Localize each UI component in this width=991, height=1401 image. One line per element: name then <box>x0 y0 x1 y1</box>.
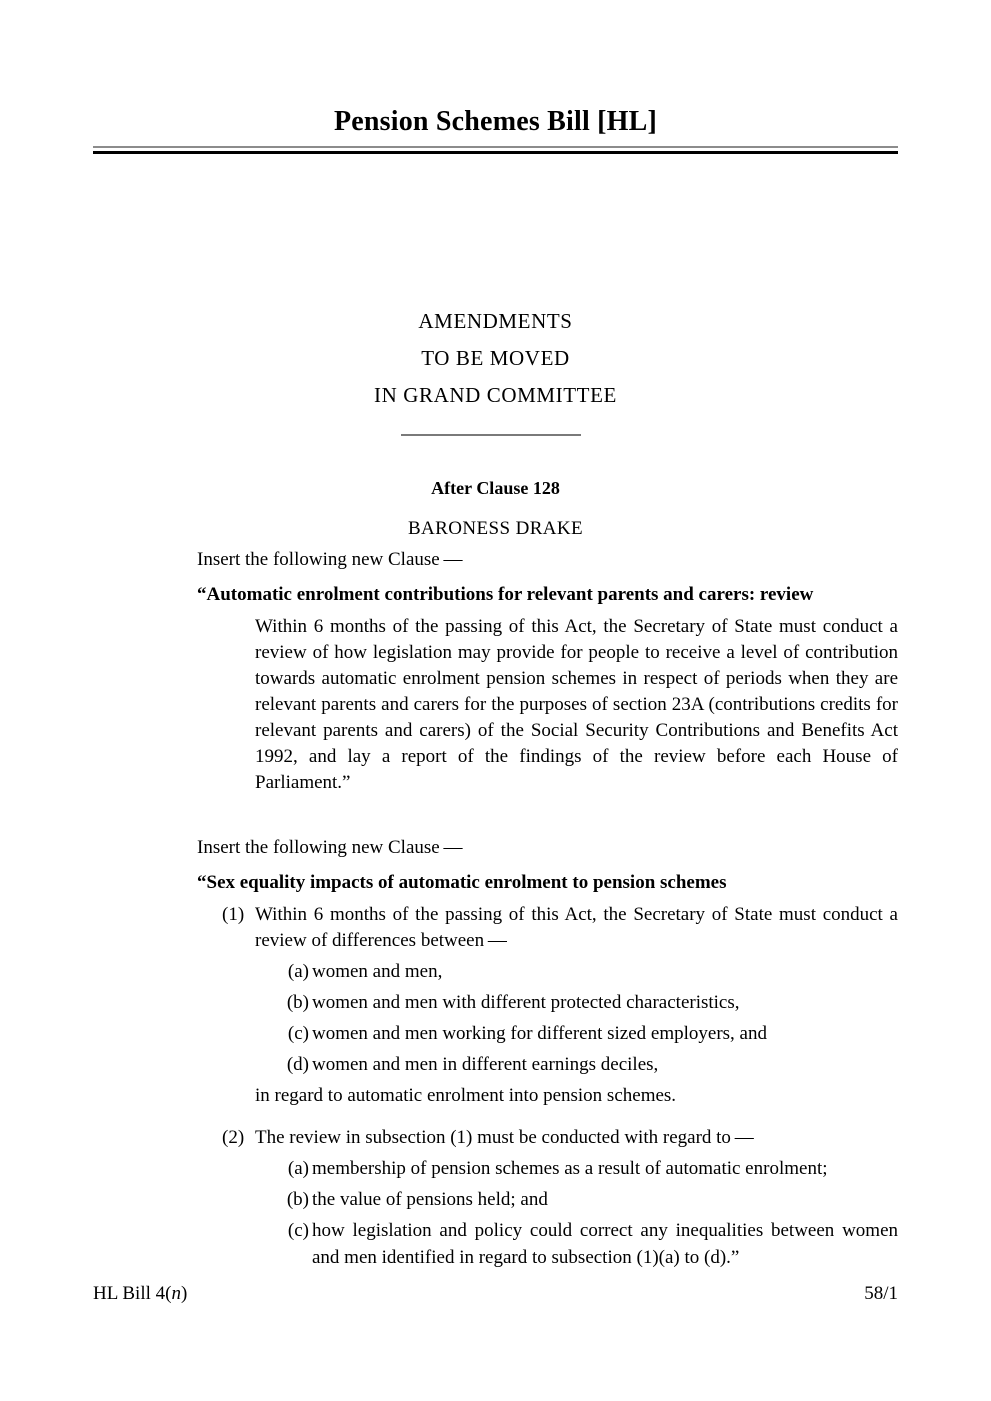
bill-label-prefix: HL Bill 4( <box>93 1283 172 1304</box>
list-item-marker: (d) <box>286 1054 309 1075</box>
subsection-text: The review in subsection (1) must be conducted with regard to — <box>255 1127 754 1148</box>
list-item-text: membership of pension schemes as a result of automatic enrolment; <box>312 1158 828 1179</box>
preamble-line-3: IN GRAND COMMITTEE <box>374 383 617 407</box>
page-number: 58/1 <box>864 1283 898 1304</box>
amendments-body <box>197 546 898 1275</box>
title-divider-rule <box>93 146 898 154</box>
title-rule-thick <box>93 151 898 154</box>
subsection-paragraph <box>197 1125 898 1151</box>
subsection-block <box>197 1125 898 1271</box>
subsection-marker: (1) <box>222 904 245 925</box>
new-clause-heading: “Sex equality impacts of automatic enrolment to pension schemes <box>197 872 727 893</box>
list-item-text: women and men working for different sized employers, and <box>312 1023 767 1044</box>
list-item-text: women and men, <box>312 961 443 982</box>
subsection-text: Within 6 months of the passing of this Act, the Secretary of State must conduct a review of differences between — <box>255 904 898 951</box>
list-item-marker: (b) <box>286 1189 309 1210</box>
list-item-marker: (c) <box>287 1220 309 1241</box>
list-item <box>197 989 898 1016</box>
list-item <box>197 1217 898 1271</box>
list-item <box>197 1155 898 1182</box>
list-item-text: how legislation and policy could correct any inequalities between women and men identified in regard to subsection (1)(a) to (d).” <box>312 1220 898 1268</box>
list-item-text: women and men in different earnings deciles, <box>312 1054 659 1075</box>
list-item-marker: (a) <box>287 961 309 982</box>
preamble-block <box>93 303 898 414</box>
list-item <box>197 1020 898 1047</box>
amendment-block <box>197 834 898 1271</box>
insert-clause-lead-in: Insert the following new Clause — <box>197 837 463 858</box>
amendment-block <box>197 546 898 796</box>
insert-clause-lead-in: Insert the following new Clause — <box>197 549 463 570</box>
preamble-line-2: TO BE MOVED <box>421 346 570 370</box>
list-item <box>197 958 898 985</box>
subsection-block <box>197 902 898 1109</box>
list-item-text: the value of pensions held; and <box>312 1189 548 1210</box>
member-name: BARONESS DRAKE <box>407 518 584 539</box>
new-clause-body: Within 6 months of the passing of this Act, the Secretary of State must conduct a review of how legislation may provide for people to receive a level of contribution towards automatic enrolment pension schemes in respect of periods when they are relevant parents and carers for the purposes of section 23A (contributions credits for relevant parents and carers) of the Social Security Contributions and Benefits Act 1992, and lay a report of the findings of the review before each House of Parliament.” <box>255 616 898 793</box>
page-title: Pension Schemes Bill [HL] <box>333 106 658 137</box>
bill-label-italic: n <box>171 1283 181 1304</box>
subsection-paragraph <box>197 902 898 954</box>
bill-label <box>93 1283 187 1305</box>
preamble-line-1: AMENDMENTS <box>418 309 573 333</box>
list-item-marker: (a) <box>287 1158 309 1179</box>
block-spacer <box>197 796 898 834</box>
section-divider-rule <box>401 434 581 436</box>
bill-label-suffix: ) <box>180 1283 188 1304</box>
list-item-marker: (c) <box>287 1023 309 1044</box>
list-item-marker: (b) <box>286 992 309 1013</box>
block-spacer <box>197 1109 898 1125</box>
subsection-marker: (2) <box>222 1127 245 1148</box>
list-item <box>197 1186 898 1213</box>
list-item-text: women and men with different protected characteristics, <box>312 992 740 1013</box>
list-item <box>197 1051 898 1078</box>
new-clause-heading: “Automatic enrolment contributions for relevant parents and carers: review <box>197 584 814 605</box>
clause-reference-heading: After Clause 128 <box>431 478 560 498</box>
page-footer <box>93 1283 898 1305</box>
subsection-tail-text: in regard to automatic enrolment into pension schemes. <box>255 1085 677 1106</box>
